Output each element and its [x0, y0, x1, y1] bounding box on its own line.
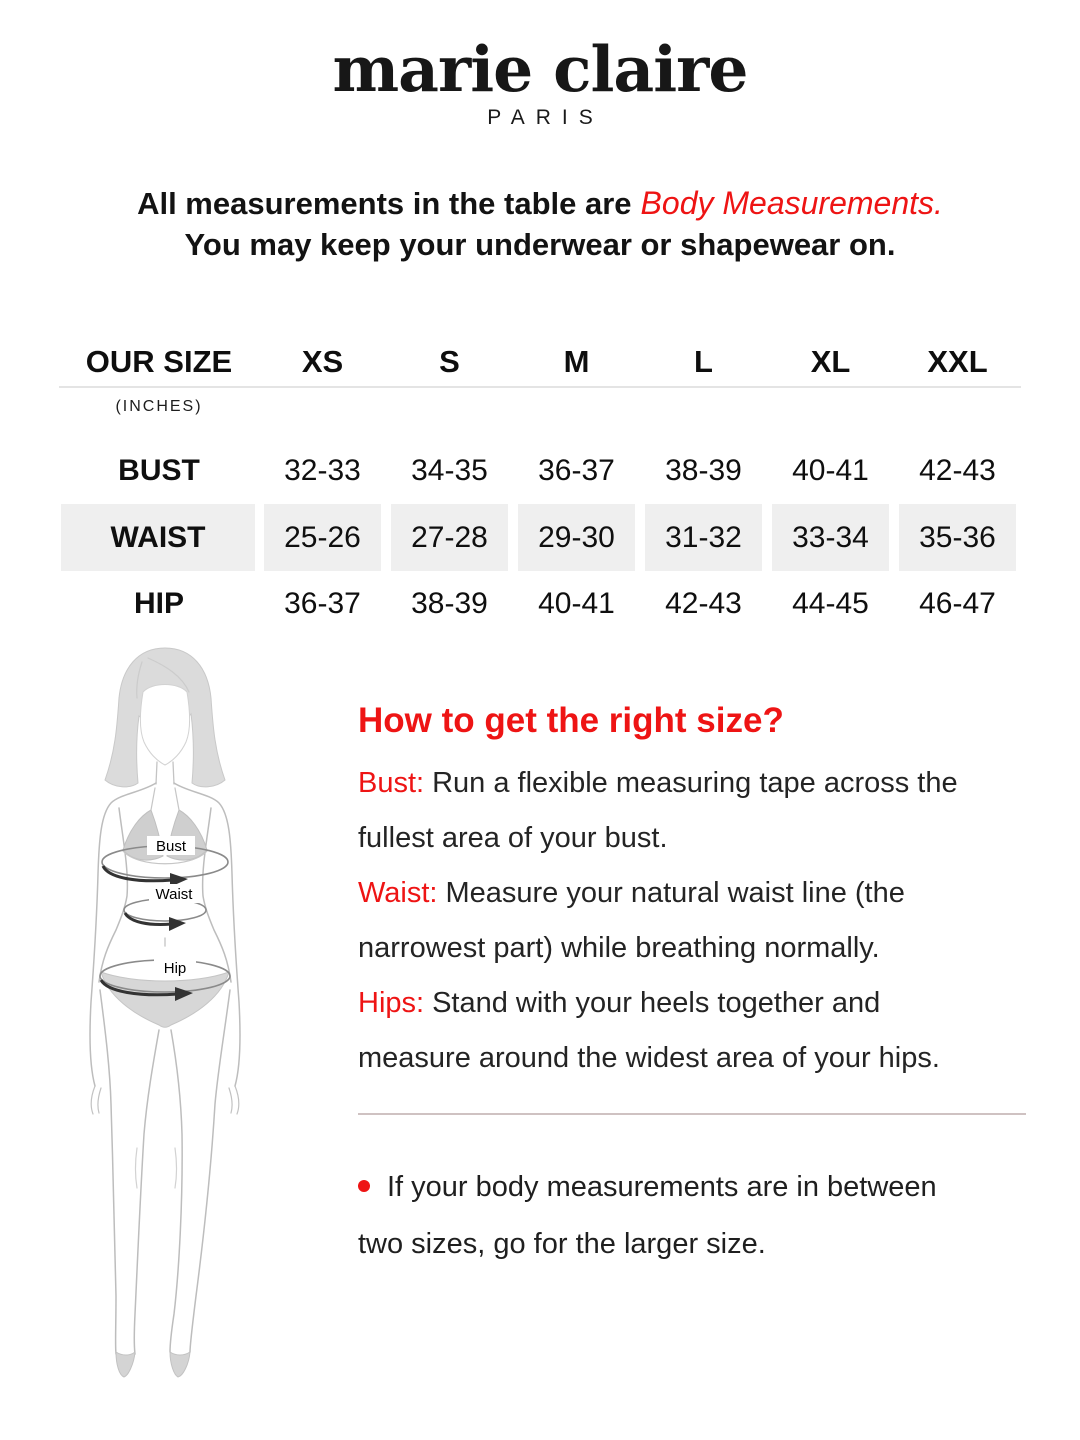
guide-item-bust [358, 756, 1026, 866]
size-value: 46-47 [919, 587, 996, 620]
guide-item-lead: Bust: [358, 767, 425, 799]
column-header-xxl: XXL [927, 344, 988, 379]
table-row-hip [59, 571, 1021, 637]
column-header-xl: XL [810, 344, 851, 379]
note-line-1-red: Body Measurements. [640, 185, 943, 221]
row-label: WAIST [61, 504, 255, 571]
hip-label: Hip [163, 960, 187, 977]
brand-subtitle: PARIS [487, 105, 604, 129]
tip-text: two sizes, go for the larger size. [358, 1228, 766, 1260]
waist-label: Waist [155, 886, 193, 903]
size-value: 42-43 [919, 454, 996, 487]
table-header-row [59, 338, 1021, 388]
column-header-l: L [694, 344, 713, 379]
tip-text: If your body measurements are in between [387, 1171, 937, 1203]
bullet-dot-icon [358, 1180, 370, 1192]
note-line-1 [0, 183, 1080, 224]
bust-label: Bust [155, 838, 187, 855]
size-value: 34-35 [411, 454, 488, 487]
size-value: 38-39 [665, 454, 742, 487]
guide-item-text: narrowest part) while breathing normally. [358, 932, 880, 964]
measurement-note [0, 183, 1080, 265]
size-value: 36-37 [284, 587, 361, 620]
guide-item-text: Measure your natural waist line (the [445, 877, 905, 909]
row-label: HIP [133, 587, 184, 620]
brand-logo [0, 34, 1080, 130]
guide-item-text: Run a flexible measuring tape across the [432, 767, 958, 799]
between-sizes-tip [358, 1159, 1026, 1273]
size-value: 36-37 [538, 454, 615, 487]
unit-row [59, 388, 1021, 422]
size-value: 25-26 [264, 504, 381, 571]
size-value: 40-41 [792, 454, 869, 487]
body-measurement-figure [78, 642, 350, 1394]
size-value: 38-39 [411, 587, 488, 620]
guide-title: How to get the right size? [358, 701, 784, 740]
row-label: BUST [118, 454, 200, 487]
size-value: 35-36 [899, 504, 1016, 571]
guide-item-text: measure around the widest area of your hips. [358, 1042, 940, 1074]
table-row-bust [59, 438, 1021, 504]
column-header-m: M [563, 344, 590, 379]
guide-item-hips [358, 976, 1026, 1086]
guide-item-text: Stand with your heels together and [432, 987, 881, 1019]
figure-outline [90, 648, 240, 1377]
note-line-2: You may keep your underwear or shapewear on. [184, 227, 896, 262]
size-value: 29-30 [518, 504, 635, 571]
guide-item-waist [358, 866, 1026, 976]
size-value: 31-32 [645, 504, 762, 571]
note-line-1-black: All measurements in the table are [137, 186, 632, 221]
size-value: 27-28 [391, 504, 508, 571]
column-header-our-size: OUR SIZE [85, 344, 233, 379]
size-value: 40-41 [538, 587, 615, 620]
size-value: 33-34 [772, 504, 889, 571]
brand-name: marie claire [332, 32, 748, 106]
column-header-s: S [439, 344, 460, 379]
size-value: 32-33 [284, 454, 361, 487]
table-row-waist [59, 504, 1021, 571]
sizing-guide [358, 700, 1026, 1273]
unit-label: (INCHES) [115, 398, 203, 415]
guide-item-text: fullest area of your bust. [358, 822, 668, 854]
size-value: 44-45 [792, 587, 869, 620]
size-table [59, 338, 1021, 637]
size-value: 42-43 [665, 587, 742, 620]
column-header-xs: XS [301, 344, 344, 379]
guide-item-lead: Hips: [358, 987, 425, 1019]
divider [358, 1113, 1026, 1115]
guide-item-lead: Waist: [358, 877, 438, 909]
